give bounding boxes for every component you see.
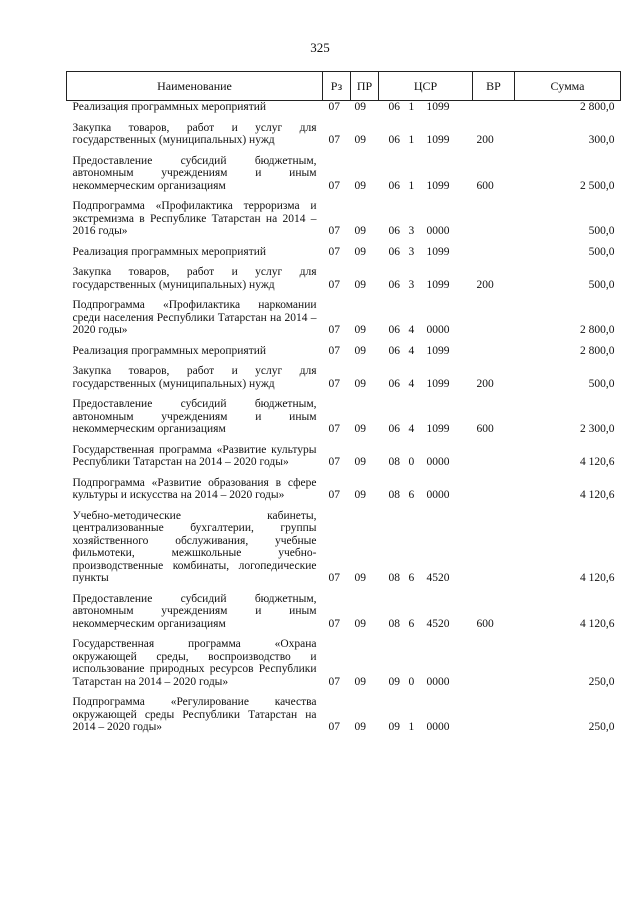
row-vr xyxy=(473,246,515,267)
row-sum: 500,0 xyxy=(588,225,615,237)
row-pr: 09 xyxy=(354,456,366,468)
row-pr: 09 xyxy=(354,721,366,733)
row-sum: 2 300,0 xyxy=(580,423,615,435)
row-csr-part2: 0 xyxy=(408,675,415,688)
row-name: Закупка товаров, работ и услуг для государственных (муниципальных) нужд xyxy=(72,365,317,390)
row-csr-part2: 3 xyxy=(408,278,415,291)
row-name: Подпрограмма «Регулирование качества окружающей среды Республики Татарстан на 2014 – 2020 годы» xyxy=(72,696,317,733)
row-rz: 07 xyxy=(328,721,340,733)
row-name: Государственная программа «Охрана окружающей среды, воспроизводство и использование природных ресурсов Республики Татарстан на 2014 – 2020 годы» xyxy=(72,638,317,688)
row-sum: 4 120,6 xyxy=(580,489,615,501)
table-row xyxy=(67,398,621,444)
budget-table xyxy=(66,71,621,742)
row-csr-part2: 6 xyxy=(408,617,415,630)
row-vr: 200 xyxy=(476,278,494,291)
row-pr: 09 xyxy=(354,617,366,630)
row-name: Реализация программных мероприятий xyxy=(72,245,267,258)
row-csr-part3: 1099 xyxy=(426,377,450,390)
row-name: Государственная программа «Развитие культуры Республики Татарстан на 2014 – 2020 годы» xyxy=(72,443,317,468)
row-sum: 2 800,0 xyxy=(580,344,615,357)
row-csr-part3: 0000 xyxy=(426,225,450,237)
row-sum: 4 120,6 xyxy=(580,456,615,468)
row-name: Подпрограмма «Развитие образования в сфере культуры и искусства на 2014 – 2020 годы» xyxy=(72,476,317,501)
row-name: Реализация программных мероприятий xyxy=(72,101,267,113)
row-pr: 09 xyxy=(354,225,366,237)
table-row xyxy=(67,510,621,593)
table-row xyxy=(67,155,621,201)
row-csr-part2: 4 xyxy=(408,344,415,357)
row-csr-part1: 08 xyxy=(388,572,400,584)
row-csr-part1: 06 xyxy=(388,225,400,237)
row-csr-part2: 1 xyxy=(408,101,415,113)
row-sum: 2 800,0 xyxy=(580,324,615,336)
row-sum: 250,0 xyxy=(588,721,615,733)
row-name: Предоставление субсидий бюджетным, автономным учреждениям и иным некоммерческим организациям xyxy=(72,592,317,630)
row-csr-part2: 4 xyxy=(408,324,415,336)
header-name: Наименование xyxy=(67,72,323,101)
row-pr: 09 xyxy=(354,179,366,192)
page-number: 325 xyxy=(310,40,330,55)
table-row xyxy=(67,299,621,345)
row-pr: 09 xyxy=(354,377,366,390)
header-rz: Рз xyxy=(323,72,351,101)
row-vr xyxy=(473,510,515,593)
row-csr-part1: 06 xyxy=(388,278,400,291)
row-pr: 09 xyxy=(354,278,366,291)
row-rz: 07 xyxy=(328,344,340,357)
row-csr-part3: 1099 xyxy=(426,344,450,357)
row-vr xyxy=(473,299,515,345)
row-pr: 09 xyxy=(354,572,366,584)
row-csr-part1: 06 xyxy=(388,245,400,258)
row-csr-part3: 4520 xyxy=(426,617,450,630)
row-name: Подпрограмма «Профилактика терроризма и экстремизма в Республике Татарстан на 2014 – 2016 годы» xyxy=(72,200,317,237)
table-row xyxy=(67,444,621,477)
table-row xyxy=(67,246,621,267)
row-csr-part1: 06 xyxy=(388,101,400,113)
row-csr-part3: 4520 xyxy=(426,572,450,584)
row-csr-part2: 0 xyxy=(408,456,415,468)
table-row xyxy=(67,345,621,366)
row-csr-part3: 0000 xyxy=(426,675,450,688)
row-csr-part2: 3 xyxy=(408,245,415,258)
row-pr: 09 xyxy=(354,324,366,336)
row-vr xyxy=(473,477,515,510)
row-csr-part2: 6 xyxy=(408,572,415,584)
table-row xyxy=(67,101,621,122)
row-rz: 07 xyxy=(328,225,340,237)
row-vr xyxy=(473,638,515,696)
row-csr-part2: 6 xyxy=(408,489,415,501)
row-csr-part3: 1099 xyxy=(426,245,450,258)
row-csr-part2: 3 xyxy=(408,225,415,237)
row-sum: 500,0 xyxy=(588,278,615,291)
row-csr-part3: 1099 xyxy=(426,179,450,192)
header-csr: ЦСР xyxy=(379,72,473,101)
row-csr-part3: 1099 xyxy=(426,278,450,291)
row-csr-part3: 1099 xyxy=(426,101,450,113)
header-vr: ВР xyxy=(473,72,515,101)
table-header-row xyxy=(67,72,621,101)
row-rz: 07 xyxy=(328,423,340,435)
row-csr-part3: 1099 xyxy=(426,423,450,435)
row-csr-part2: 1 xyxy=(408,179,415,192)
row-pr: 09 xyxy=(354,344,366,357)
row-csr-part1: 06 xyxy=(388,377,400,390)
row-vr: 200 xyxy=(476,377,494,390)
row-sum: 500,0 xyxy=(588,245,615,258)
table-row xyxy=(67,638,621,696)
row-csr-part3: 0000 xyxy=(426,456,450,468)
row-vr: 200 xyxy=(476,134,494,146)
row-csr-part1: 06 xyxy=(388,134,400,146)
table-row xyxy=(67,477,621,510)
row-name: Учебно-методические кабинеты, централизованные бухгалтерии, группы хозяйственного обслуживания, учебные фильмотеки, межшкольные учебно-производственные комбинаты, логопедические пункты xyxy=(72,509,317,584)
row-vr xyxy=(473,101,515,122)
header-sum: Сумма xyxy=(515,72,621,101)
row-vr xyxy=(473,444,515,477)
row-vr: 600 xyxy=(476,179,494,192)
row-pr: 09 xyxy=(354,423,366,435)
row-name: Реализация программных мероприятий xyxy=(72,344,267,357)
row-rz: 07 xyxy=(328,278,340,291)
row-pr: 09 xyxy=(354,245,366,258)
row-csr-part3: 0000 xyxy=(426,721,450,733)
row-name: Закупка товаров, работ и услуг для государственных (муниципальных) нужд xyxy=(72,266,317,291)
row-csr-part1: 09 xyxy=(388,721,400,733)
row-vr: 600 xyxy=(476,423,494,435)
row-rz: 07 xyxy=(328,489,340,501)
row-name: Предоставление субсидий бюджетным, автономным учреждениям и иным некоммерческим организациям xyxy=(72,398,317,435)
table-row xyxy=(67,365,621,398)
row-csr-part1: 08 xyxy=(388,489,400,501)
row-vr xyxy=(473,200,515,246)
row-pr: 09 xyxy=(354,101,366,113)
table-row xyxy=(67,266,621,299)
row-sum: 250,0 xyxy=(588,675,615,688)
row-rz: 07 xyxy=(328,179,340,192)
row-pr: 09 xyxy=(354,134,366,146)
row-sum: 4 120,6 xyxy=(580,572,615,584)
row-sum: 2 800,0 xyxy=(580,101,615,113)
row-sum: 500,0 xyxy=(588,377,615,390)
row-name: Предоставление субсидий бюджетным, автономным учреждениям и иным некоммерческим организациям xyxy=(72,154,317,192)
table-row xyxy=(67,593,621,639)
row-rz: 07 xyxy=(328,572,340,584)
row-csr-part1: 06 xyxy=(388,423,400,435)
row-csr-part2: 4 xyxy=(408,423,415,435)
row-name: Закупка товаров, работ и услуг для государственных (муниципальных) нужд xyxy=(72,121,317,146)
row-csr-part1: 06 xyxy=(388,344,400,357)
row-vr xyxy=(473,696,515,742)
row-rz: 07 xyxy=(328,377,340,390)
table-row xyxy=(67,200,621,246)
row-rz: 07 xyxy=(328,675,340,688)
table-row xyxy=(67,696,621,742)
row-rz: 07 xyxy=(328,134,340,146)
row-csr-part1: 08 xyxy=(388,456,400,468)
row-csr-part2: 4 xyxy=(408,377,415,390)
header-pr: ПР xyxy=(351,72,379,101)
row-rz: 07 xyxy=(328,101,340,113)
row-csr-part2: 1 xyxy=(408,721,415,733)
row-vr: 600 xyxy=(476,617,494,630)
row-csr-part1: 06 xyxy=(388,324,400,336)
row-pr: 09 xyxy=(354,675,366,688)
row-sum: 4 120,6 xyxy=(580,617,615,630)
row-rz: 07 xyxy=(328,324,340,336)
row-csr-part2: 1 xyxy=(408,134,415,146)
table-row xyxy=(67,122,621,155)
row-csr-part3: 0000 xyxy=(426,489,450,501)
row-csr-part1: 08 xyxy=(388,617,400,630)
row-rz: 07 xyxy=(328,245,340,258)
row-pr: 09 xyxy=(354,489,366,501)
row-vr xyxy=(473,345,515,366)
row-sum: 300,0 xyxy=(588,134,615,146)
row-csr-part3: 1099 xyxy=(426,134,450,146)
row-rz: 07 xyxy=(328,456,340,468)
row-name: Подпрограмма «Профилактика наркомании среди населения Республики Татарстан на 2014 – 2020 годы» xyxy=(72,299,317,336)
row-csr-part3: 0000 xyxy=(426,324,450,336)
row-rz: 07 xyxy=(328,617,340,630)
row-csr-part1: 09 xyxy=(388,675,400,688)
row-csr-part1: 06 xyxy=(388,179,400,192)
row-sum: 2 500,0 xyxy=(580,179,615,192)
